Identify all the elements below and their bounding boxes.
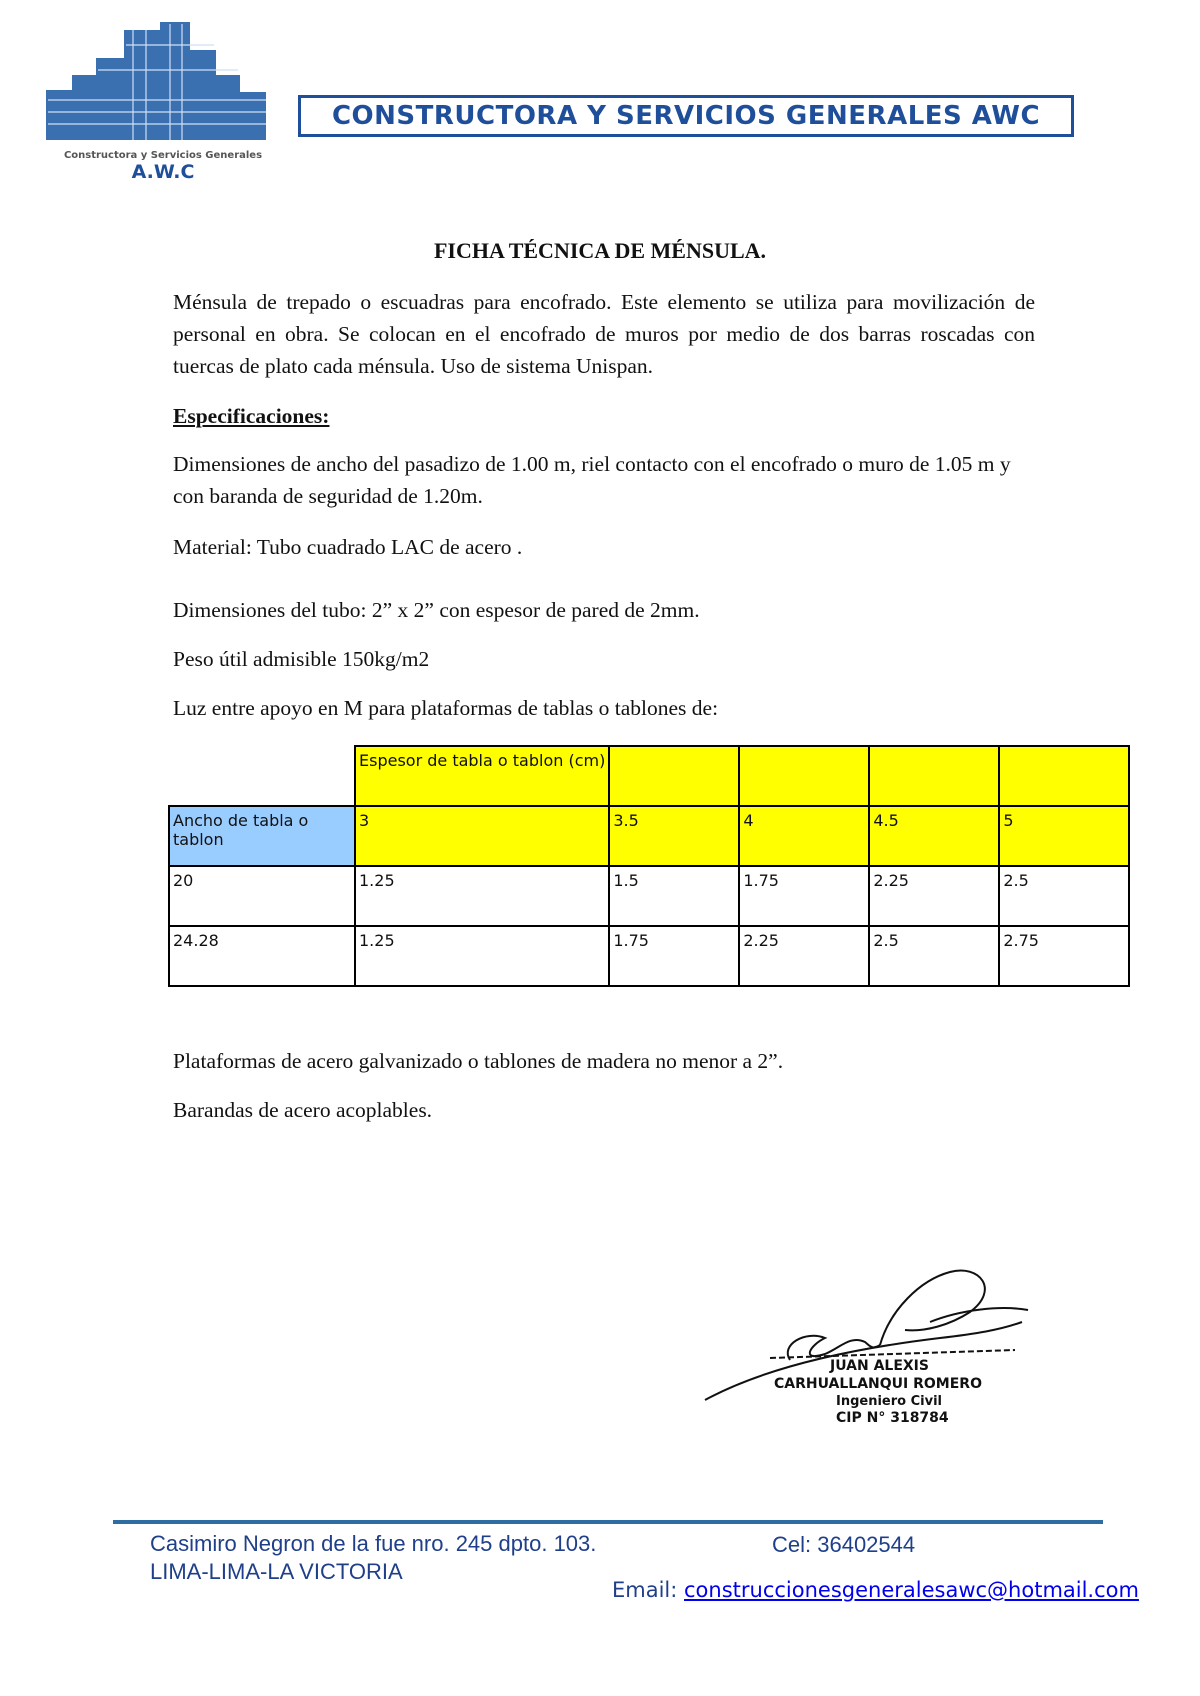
spec-heading: Especificaciones: [173, 404, 330, 428]
span-cell: 2.25 [869, 866, 999, 926]
span-cell: 1.75 [739, 866, 869, 926]
span-cell: 1.25 [355, 926, 609, 986]
thickness-cell: 3 [355, 806, 609, 866]
thickness-header: Espesor de tabla o tablon (cm) [359, 751, 606, 770]
company-name: CONSTRUCTORA Y SERVICIOS GENERALES AWC [331, 101, 1041, 131]
width-cell: 20 [169, 866, 355, 926]
railings-paragraph: Barandas de acero acoplables. [173, 1098, 433, 1122]
address-line2: LIMA-LIMA-LA VICTORIA [150, 1559, 403, 1584]
thickness-cell: 3.5 [609, 806, 739, 866]
header-empty-cell [999, 746, 1129, 806]
material-paragraph: Material: Tubo cuadrado LAC de acero . [173, 535, 523, 559]
logo-initials: A.W.C [131, 161, 195, 180]
company-logo [38, 20, 288, 180]
address-line1: Casimiro Negron de la fue nro. 245 dpto. 103. [150, 1531, 597, 1556]
thickness-header-cell [355, 746, 609, 806]
footer-email [612, 1578, 1139, 1602]
span-cell: 1.5 [609, 866, 739, 926]
logo-subtitle: Constructora y Servicios Generales [63, 150, 263, 161]
weight-paragraph: Peso útil admisible 150kg/m2 [173, 647, 430, 671]
intro-paragraph: Ménsula de trepado o escuadras para encofrado. Este elemento se utiliza para movilización de personal en obra. Se colocan en el encofrado de muros por medio de dos barras roscadas con tuercas de plato cada ménsula. Uso de sistema Unispan. [173, 290, 1035, 378]
email-label: Email: [612, 1578, 685, 1602]
header-empty-cell [609, 746, 739, 806]
dimensions-paragraph: Dimensiones de ancho del pasadizo de 1.00 m, riel contacto con el encofrado o muro de 1.05 m y con baranda de seguridad de 1.20m. [173, 452, 1011, 508]
signer-name-line2: CARHUALLANQUI ROMERO [774, 1376, 982, 1392]
email-link[interactable]: construccionesgeneralesawc@hotmail.com [684, 1578, 1139, 1602]
table-row [169, 866, 1129, 926]
signer-name-line1: JUAN ALEXIS [830, 1358, 929, 1374]
tube-paragraph: Dimensiones del tubo: 2” x 2” con espesor de pared de 2mm. [173, 598, 700, 622]
span-cell: 2.25 [739, 926, 869, 986]
table-corner-cell [169, 746, 355, 806]
footer-phone: Cel: 36402544 [772, 1532, 916, 1557]
span-cell: 2.75 [999, 926, 1129, 986]
table-thickness-row [169, 806, 1129, 866]
company-name-box [298, 95, 1074, 137]
width-header-cell: Ancho de tabla o tablon [169, 806, 355, 866]
span-intro-paragraph: Luz entre apoyo en M para plataformas de tablas o tablones de: [173, 696, 719, 720]
signature-block [700, 1250, 1030, 1450]
footer-address [150, 1530, 620, 1586]
width-cell: 24.28 [169, 926, 355, 986]
platforms-paragraph: Plataformas de acero galvanizado o tablones de madera no menor a 2”. [173, 1049, 784, 1073]
document-title: FICHA TÉCNICA DE MÉNSULA. [433, 238, 767, 263]
table-row [169, 926, 1129, 986]
header-empty-cell [869, 746, 999, 806]
table-header-row [169, 746, 1129, 806]
span-cell: 1.25 [355, 866, 609, 926]
thickness-cell: 5 [999, 806, 1129, 866]
span-cell: 1.75 [609, 926, 739, 986]
signer-cip: CIP N° 318784 [836, 1410, 949, 1426]
span-cell: 2.5 [999, 866, 1129, 926]
span-table [168, 745, 1130, 987]
signer-role: Ingeniero Civil [836, 1394, 942, 1409]
span-cell: 2.5 [869, 926, 999, 986]
header-empty-cell [739, 746, 869, 806]
thickness-cell: 4 [739, 806, 869, 866]
footer-divider [113, 1520, 1103, 1524]
thickness-cell: 4.5 [869, 806, 999, 866]
